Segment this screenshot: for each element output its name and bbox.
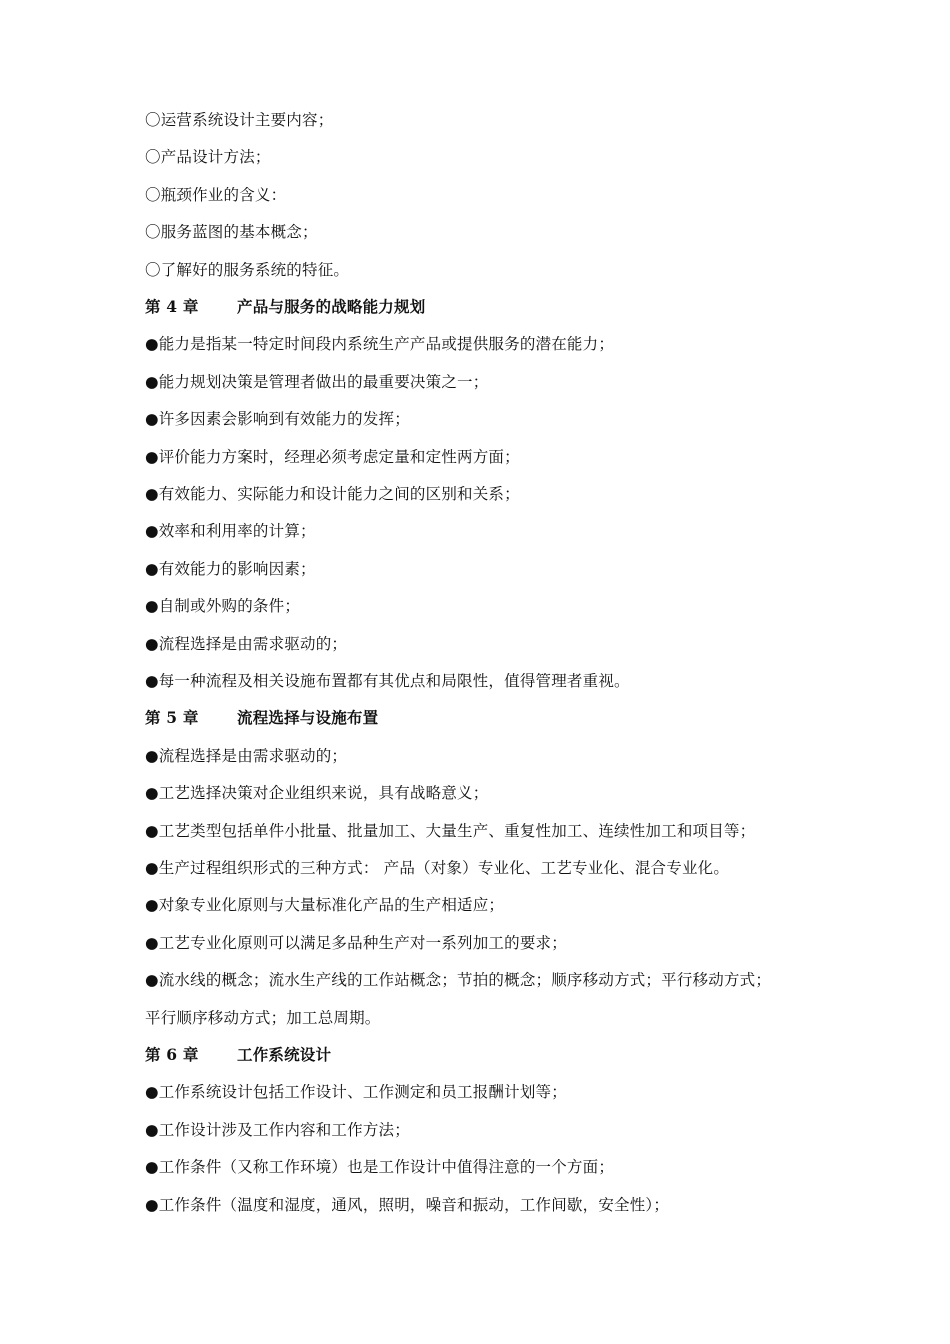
chapter-title: 产品与服务的战略能力规划: [237, 297, 426, 316]
list-item: 〇服务蓝图的基本概念；: [145, 223, 318, 241]
list-item: 〇产品设计方法；: [145, 148, 271, 166]
list-item: ●流程选择是由需求驱动的；: [145, 635, 348, 653]
list-item: ●每一种流程及相关设施布置都有其优点和局限性，值得管理者重视。: [145, 672, 630, 690]
list-item: 〇了解好的服务系统的特征。: [145, 261, 350, 279]
list-item: ●工艺选择决策对企业组织来说，具有战略意义；: [145, 784, 489, 802]
chapter-heading: [145, 296, 845, 318]
list-item: ●工艺专业化原则可以满足多品种生产对一系列加工的要求；: [145, 934, 567, 952]
list-item: ●评价能力方案时，经理必须考虑定量和定性两方面；: [145, 448, 520, 466]
list-item: ●能力规划决策是管理者做出的最重要决策之一；: [145, 373, 489, 391]
list-item: ●工作条件（又称工作环境）也是工作设计中值得注意的一个方面；: [145, 1158, 615, 1176]
list-item: 〇瓶颈作业的含义：: [145, 186, 287, 204]
chapter-heading: [145, 707, 845, 729]
list-item: ●有效能力的影响因素；: [145, 560, 316, 578]
chapter-title: 流程选择与设施布置: [237, 708, 379, 727]
chapter-heading: [145, 1044, 845, 1066]
list-item: ●流水线的概念；流水生产线的工作站概念；节拍的概念；顺序移动方式；平行移动方式；: [145, 971, 772, 989]
list-item: ●生产过程组织形式的三种方式： 产品（对象）专业化、工艺专业化、混合专业化。: [145, 859, 730, 877]
list-item: ●工作设计涉及工作内容和工作方法；: [145, 1121, 410, 1139]
list-item: ●对象专业化原则与大量标准化产品的生产相适应；: [145, 896, 505, 914]
chapter-number: 第 6 章: [145, 1045, 199, 1064]
list-item: ●工艺类型包括单件小批量、批量加工、大量生产、重复性加工、连续性加工和项目等；: [145, 822, 756, 840]
list-item: ●流程选择是由需求驱动的；: [145, 747, 348, 765]
list-item: ●有效能力、实际能力和设计能力之间的区别和关系；: [145, 485, 520, 503]
list-item: ●能力是指某一特定时间段内系统生产产品或提供服务的潜在能力；: [145, 335, 615, 353]
list-item: ●工作系统设计包括工作设计、工作测定和员工报酬计划等；: [145, 1083, 567, 1101]
list-item: ●许多因素会影响到有效能力的发挥；: [145, 410, 410, 428]
chapter-number: 第 5 章: [145, 708, 199, 727]
list-item: ●工作条件（温度和湿度，通风，照明，噪音和振动，工作间歇，安全性）；: [145, 1196, 670, 1214]
list-item: ●自制或外购的条件；: [145, 597, 301, 615]
list-item: ●效率和利用率的计算；: [145, 522, 316, 540]
chapter-title: 工作系统设计: [237, 1045, 332, 1064]
list-item: 平行顺序移动方式；加工总周期。: [145, 1009, 381, 1027]
chapter-number: 第 4 章: [145, 297, 199, 316]
list-item: 〇运营系统设计主要内容；: [145, 111, 334, 129]
